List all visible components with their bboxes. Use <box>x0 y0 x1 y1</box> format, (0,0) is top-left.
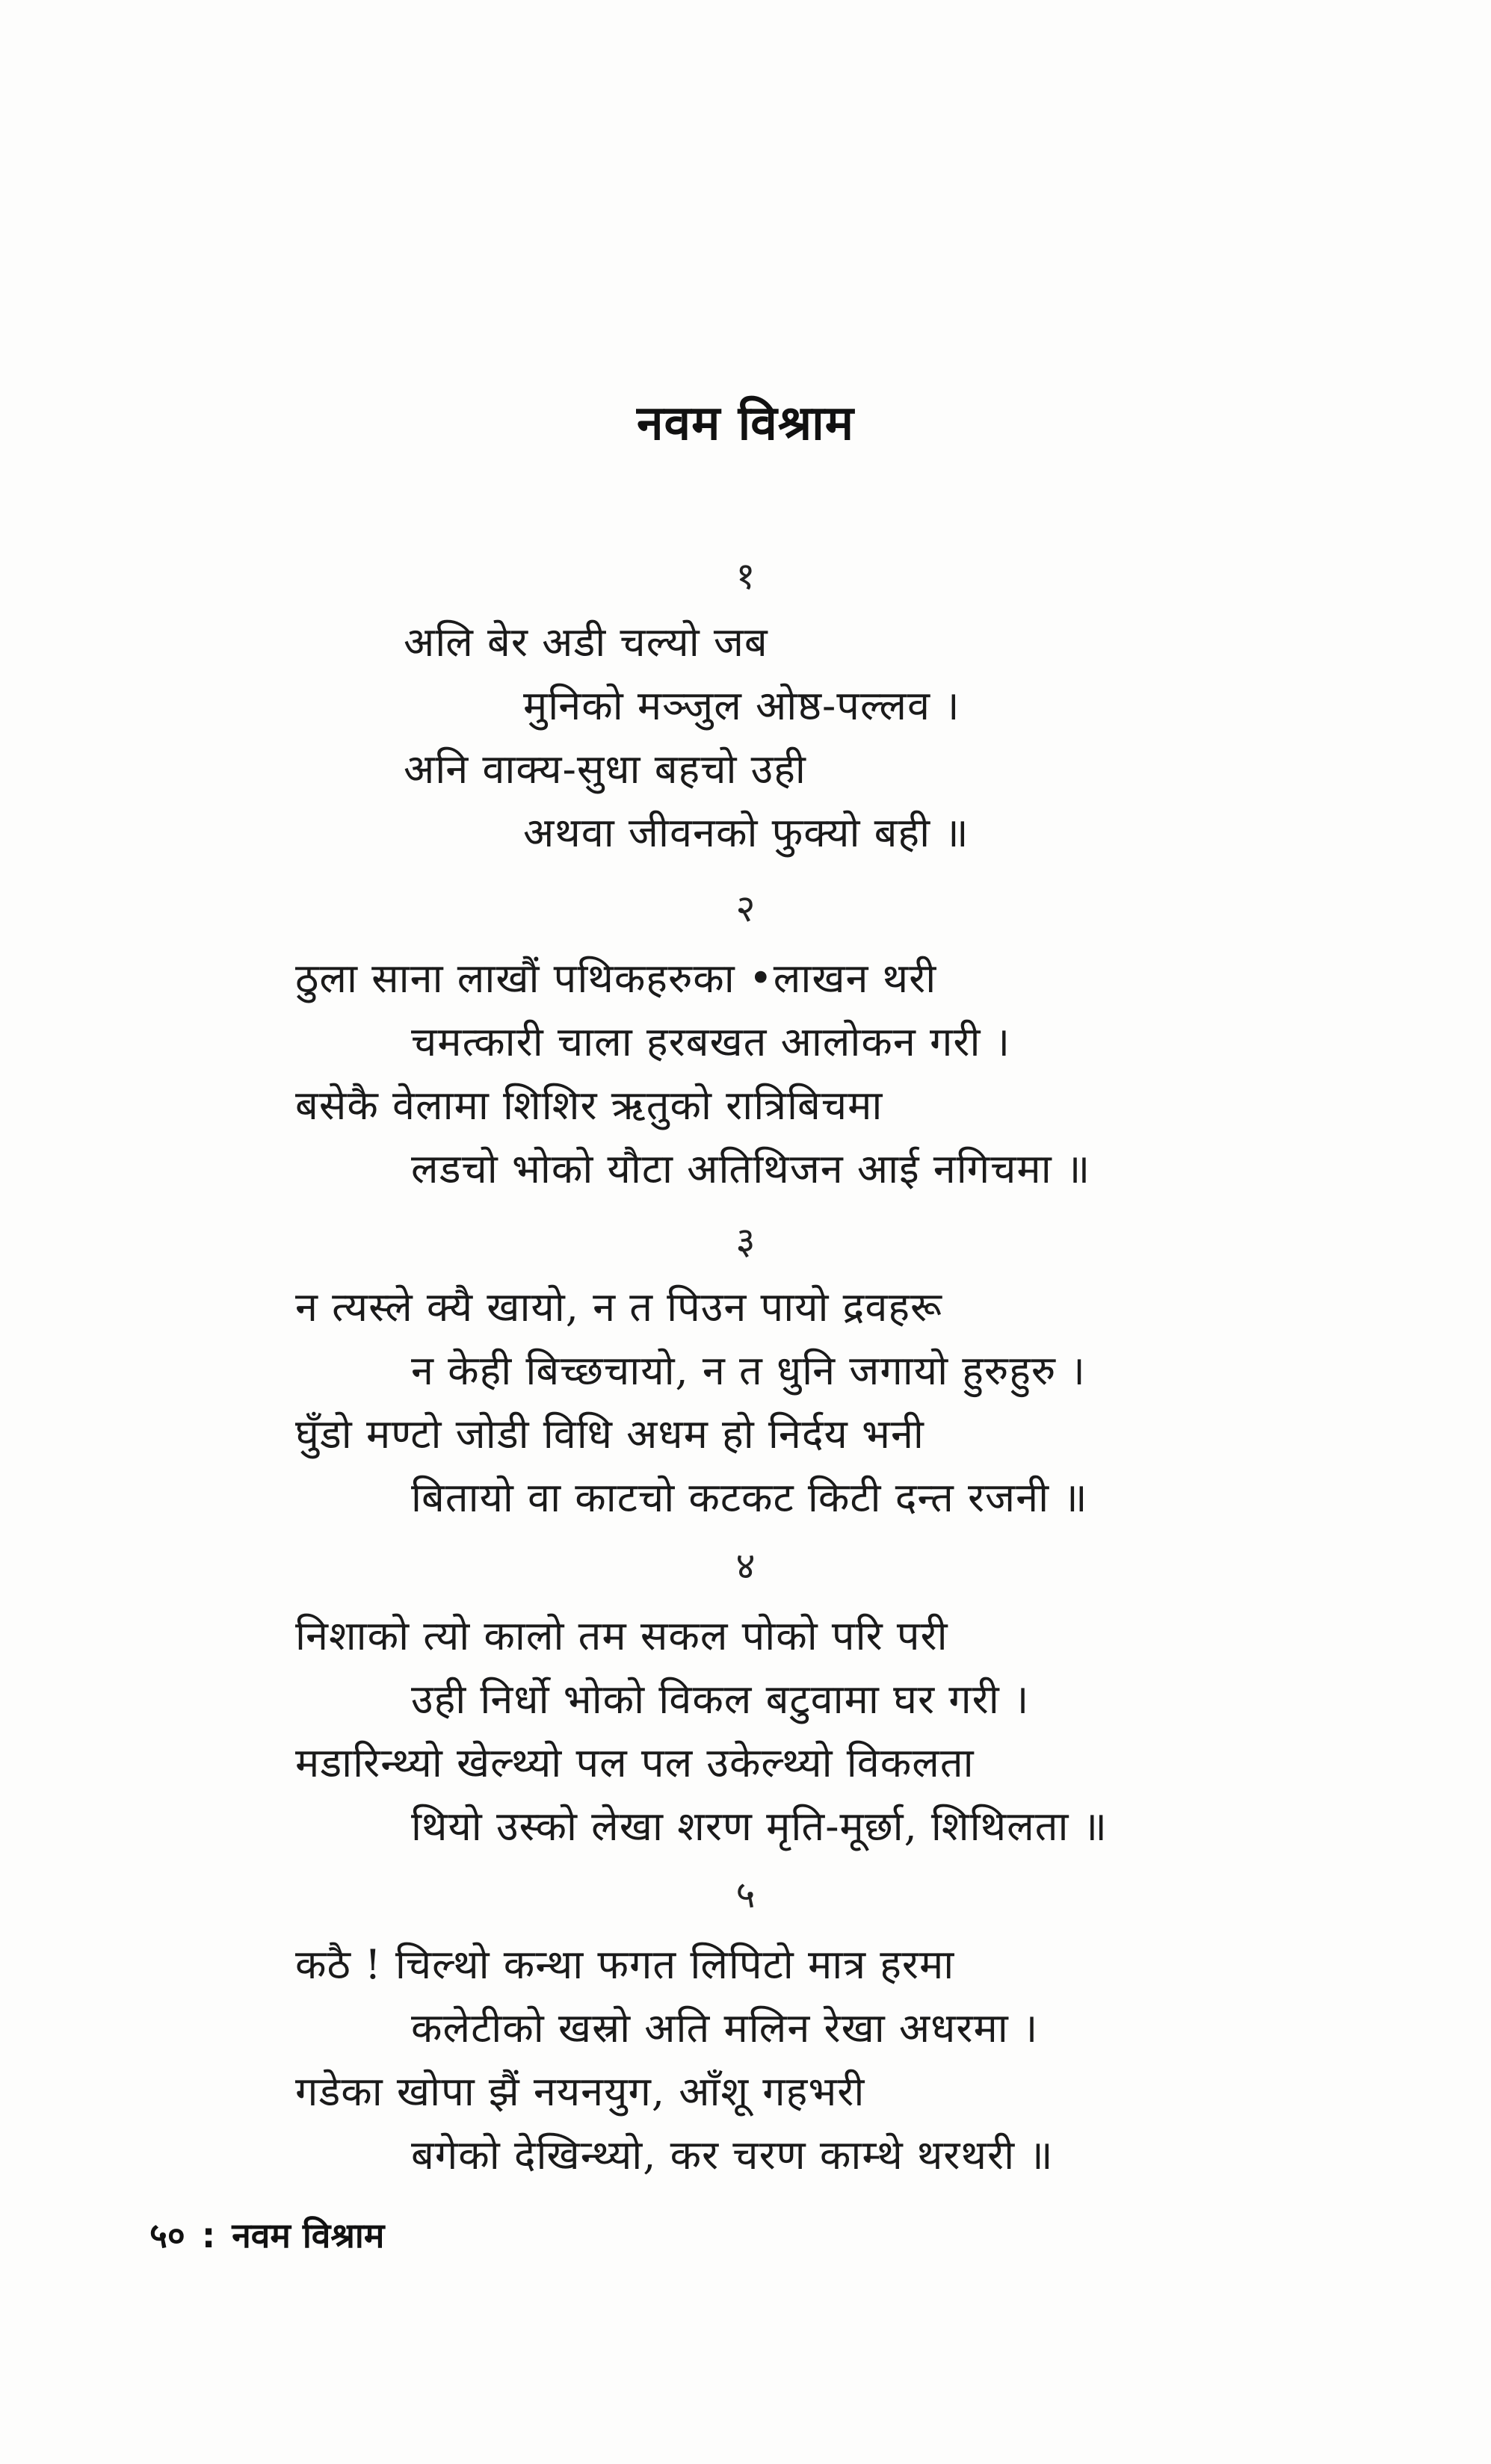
verse-line: बसेकै वेलामा शिशिर ऋतुको रात्रिबिचमा <box>295 1082 883 1129</box>
verse-line: मडारिन्थ्यो खेल्थ्यो पल पल उकेल्थ्यो विकलता <box>295 1739 975 1786</box>
verse-line: अथवा जीवनको फुक्यो बही ॥ <box>523 809 969 856</box>
verse-number: ३ <box>735 1219 756 1263</box>
verse-line: ठुला साना लाखौं पथिकहरुका •लाखन थरी <box>295 955 937 1002</box>
running-title: नवम विश्राम <box>232 2215 385 2256</box>
verse-line: चमत्कारी चाला हरबखत आलोकन गरी । <box>411 1018 1011 1065</box>
verse-line: कठै ! चिल्थो कन्था फगत लिपिटो मात्र हरमा <box>295 1941 955 1988</box>
verse-line: न त्यस्ले क्यै खायो, न त पिउन पायो द्रवहरू <box>295 1284 942 1331</box>
verse-number: १ <box>735 554 756 598</box>
verse-line: उही निर्धो भोको विकल बटुवामा घर गरी । <box>411 1676 1030 1723</box>
page-number: ५० <box>149 2215 185 2256</box>
verse-line: कलेटीको खस्रो अति मलिन रेखा अधरमा । <box>411 2005 1039 2052</box>
verse-number: २ <box>735 887 756 930</box>
verse-line: घुँडो मण्टो जोडी विधि अधम हो निर्दय भनी <box>295 1411 924 1458</box>
verse-number: ४ <box>735 1544 756 1588</box>
verse-line: थियो उस्को लेखा शरण मृति-मूर्छा, शिथिलता ॥ <box>411 1803 1108 1850</box>
verse-line: गडेका खोपा झैं नयनयुग, आँशू गहभरी <box>295 2068 865 2115</box>
verse-line: मुनिको मञ्जुल ओष्ठ-पल्लव । <box>523 682 960 729</box>
verse-line: लडचो भोको यौटा अतिथिजन आई नगिचमा ॥ <box>411 1145 1091 1192</box>
verse-line: बगेको देखिन्थ्यो, कर चरण काम्थे थरथरी ॥ <box>411 2132 1054 2179</box>
verse-line: अलि बेर अडी चल्यो जब <box>404 619 768 666</box>
page-footer <box>149 2211 384 2258</box>
footer-separator: : <box>201 2215 216 2256</box>
chapter-title: नवम विश्राम <box>637 396 854 451</box>
verse-number: ५ <box>735 1873 756 1916</box>
verse-line: न केही बिच्छचायो, न त धुनि जगायो हुरुहुरु । <box>411 1347 1086 1394</box>
verse-line: निशाको त्यो कालो तम सकल पोको परि परी <box>295 1612 948 1659</box>
verse-line: बितायो वा काटचो कटकट किटी दन्त रजनी ॥ <box>411 1474 1088 1521</box>
verse-line: अनि वाक्य-सुधा बहचो उही <box>404 746 806 793</box>
